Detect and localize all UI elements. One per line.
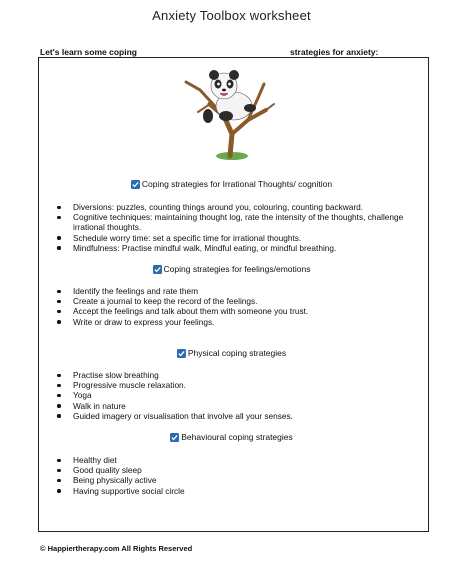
list-item: Practise slow breathing [73,370,433,380]
list-item: Being physically active [73,475,433,485]
worksheet-title: Anxiety Toolbox worksheet [152,8,311,23]
list-item: Having supportive social circle [73,486,433,496]
feelings-list [52,286,433,327]
section-heading-feelings [0,264,463,274]
irrational-thoughts-list [52,202,433,253]
section-heading-label: Coping strategies for Irrational Thoughts/ cognition [141,179,333,189]
section-heading-label: Behavioural coping strategies [181,432,293,442]
list-item: Guided imagery or visualisation that involve all your senses. [73,411,433,421]
list-item: Schedule worry time: set a specific time for irrational thoughts. [73,233,433,243]
list-item: Identify the feelings and rate them [73,286,433,296]
physical-list [52,370,433,421]
section-heading-physical [0,348,463,358]
checkbox-checked-icon[interactable] [131,180,140,189]
list-item: Yoga [73,390,433,400]
section-heading-irrational-thoughts [0,179,463,189]
list-item: Diversions: puzzles, counting things around you, colouring, counting backward. [73,202,433,212]
list-item: Create a journal to keep the record of the feelings. [73,296,433,306]
section-heading-behavioural [0,432,463,442]
copyright-footer: © Happiertherapy.com All Rights Reserved [40,544,193,553]
checkbox-checked-icon[interactable] [170,433,179,442]
section-heading-label: Physical coping strategies [187,348,287,358]
section-heading-label: Coping strategies for feelings/emotions [163,264,311,274]
checkbox-checked-icon[interactable] [153,265,162,274]
list-item: Walk in nature [73,401,433,411]
intro-text-right: strategies for anxiety: [290,47,379,57]
list-item: Healthy diet [73,455,433,465]
panda-tree-illustration [170,64,280,164]
list-item: Cognitive techniques: maintaining thought log, rate the intensity of the thoughts, challenge irrational thoughts. [73,212,433,232]
intro-text-left: Let's learn some coping [40,47,137,57]
list-item: Mindfulness: Practise mindful walk, Mindful eating, or mindful breathing. [73,243,433,253]
list-item: Progressive muscle relaxation. [73,380,433,390]
behavioural-list [52,455,433,496]
checkbox-checked-icon[interactable] [177,349,186,358]
list-item: Write or draw to express your feelings. [73,317,433,327]
list-item: Accept the feelings and talk about them with someone you trust. [73,306,433,316]
list-item: Good quality sleep [73,465,433,475]
